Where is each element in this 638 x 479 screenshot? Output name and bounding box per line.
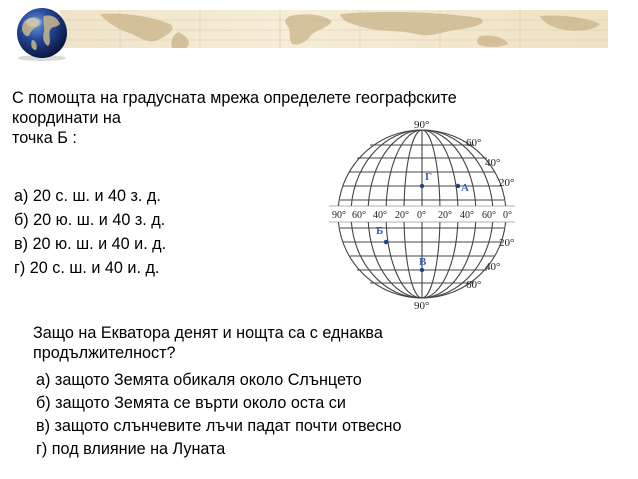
latitude-label: 60° — [466, 279, 482, 291]
latitude-label: 20° — [499, 237, 515, 249]
point-a-label: А — [461, 182, 469, 194]
point-b-marker — [384, 240, 388, 244]
point-b-label: Б — [376, 225, 384, 237]
point-g-label: Г — [425, 171, 432, 183]
question-1-options — [14, 184, 166, 280]
globe-icon — [8, 6, 76, 62]
question-2-option-d[interactable]: г) под влияние на Луната — [36, 440, 226, 458]
question-1-option-c[interactable]: в) 20 ю. ш. и 40 и. д. — [14, 235, 167, 253]
globe-grid-diagram — [325, 118, 531, 310]
question-2-prompt-line: Защо на Екватора денят и нощта са с еднаква — [33, 324, 383, 342]
point-v-marker — [420, 268, 424, 272]
equator-label: 90° — [332, 210, 346, 221]
equator-label: 20° — [438, 210, 452, 221]
question-1-option-b[interactable]: б) 20 ю. ш. и 40 з. д. — [14, 211, 166, 229]
latitude-label: 20° — [499, 177, 515, 189]
equator-label: 40° — [373, 210, 387, 221]
equator-label: 60° — [352, 210, 366, 221]
world-map-banner — [60, 10, 608, 48]
question-1-prompt-line: С помощта на градусната мрежа определете географските — [12, 89, 457, 107]
south-pole-label: 90° — [414, 300, 430, 310]
question-2-option-a[interactable]: а) защото Земята обикаля около Слънцето — [36, 371, 362, 389]
equator-label: 0° — [503, 210, 512, 221]
question-1-option-a[interactable]: а) 20 с. ш. и 40 з. д. — [14, 187, 161, 205]
north-pole-label: 90° — [414, 119, 430, 131]
point-a-marker — [456, 184, 460, 188]
equator-label: 40° — [460, 210, 474, 221]
point-g-marker — [420, 184, 424, 188]
question-2-option-c[interactable]: в) защото слънчевите лъчи падат почти отвесно — [36, 417, 402, 435]
latitude-label: 40° — [485, 261, 501, 273]
latitude-label: 40° — [485, 157, 501, 169]
question-1-option-d[interactable]: г) 20 с. ш. и 40 и. д. — [14, 259, 160, 277]
header-banner — [0, 0, 638, 62]
question-2-prompt — [33, 323, 383, 363]
equator-label: 60° — [482, 210, 496, 221]
question-1-prompt-line: точка Б : — [12, 129, 77, 147]
question-2-option-b[interactable]: б) защото Земята се върти около оста си — [36, 394, 346, 412]
question-2-prompt-line: продължителност? — [33, 344, 176, 362]
question-1-prompt-line: координати на — [12, 109, 121, 127]
latitude-label: 60° — [466, 137, 482, 149]
point-v-label: В — [419, 256, 427, 268]
equator-label: 20° — [395, 210, 409, 221]
equator-label: 0° — [417, 210, 426, 221]
question-2-options — [36, 369, 401, 461]
